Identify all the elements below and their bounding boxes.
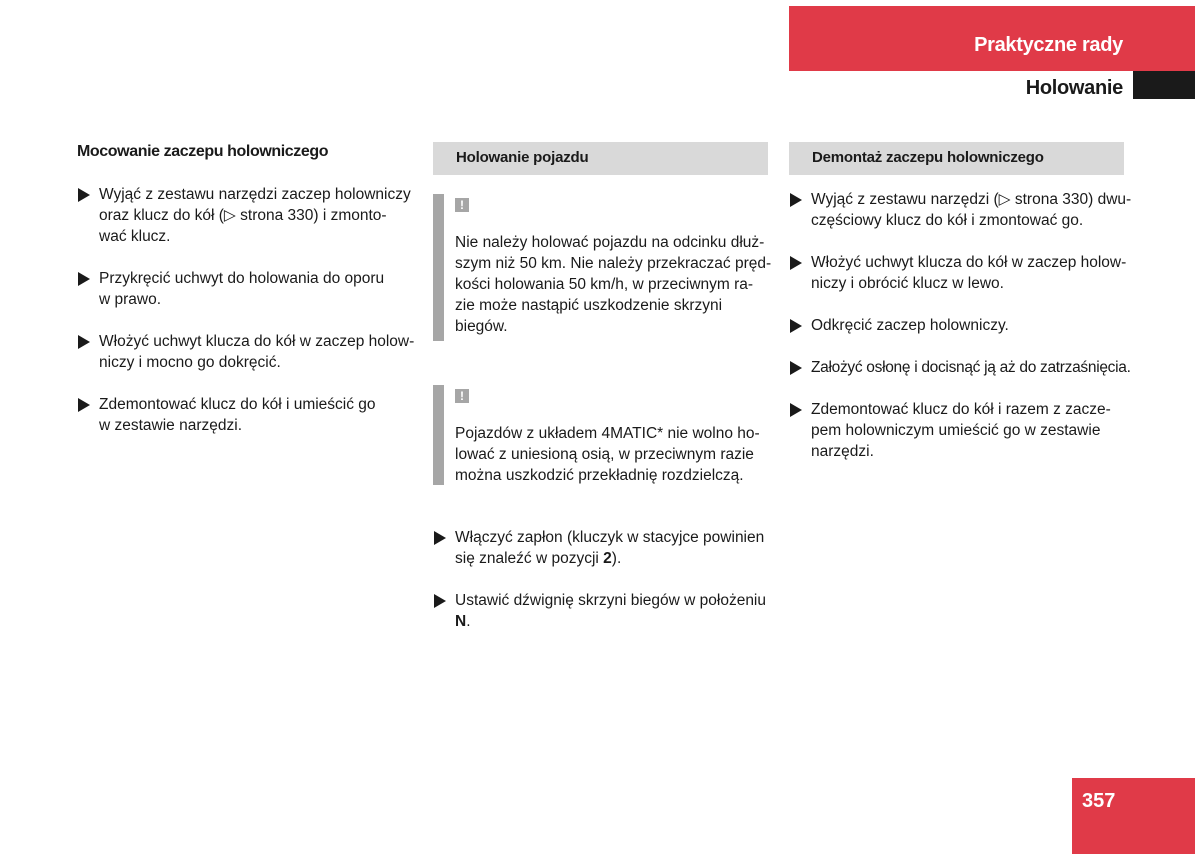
column-mounting [77,142,413,436]
arrow-right-icon [78,272,90,286]
arrow-right-icon [790,403,802,417]
column-dismounting [789,142,1132,462]
page-number-box [1072,778,1195,854]
warning-text: Pojazdów z układem 4MATIC* nie wolno ho- lować z uniesioną osią, w przeciwnym razie można uszkodzić przekładnię rozdzielczą. [455,425,760,484]
arrow-right-icon [790,361,802,375]
section-header [789,6,1195,71]
warning-icon: ! [455,389,469,403]
towing-steps [433,527,768,632]
list-item: Wyjąć z zestawu narzędzi (▷ strona 330) dwu- częściowy klucz do kół i zmontować go. [789,189,1124,231]
chapter-title: Holowanie [1025,77,1123,99]
list-item: Włożyć uchwyt klucza do kół w zaczep holow- niczy i mocno go dokręcić. [77,331,413,373]
column-towing [433,142,772,632]
page-number: 357 [1082,790,1116,812]
arrow-right-icon [78,188,90,202]
arrow-right-icon [434,594,446,608]
list-item: Odkręcić zaczep holowniczy. [789,315,1124,336]
warning-box [433,385,768,485]
list-item: Przykręcić uchwyt do holowania do oporu w prawo. [77,268,413,310]
list-item: Ustawić dźwignię skrzyni biegów w położeniu N. [433,590,768,632]
towing-heading: Holowanie pojazdu [433,142,768,175]
mounting-heading: Mocowanie zaczepu holowniczego [77,143,329,160]
warning-box [433,194,772,341]
arrow-right-icon [790,193,802,207]
dismounting-heading: Demontaż zaczepu holowniczego [789,142,1124,175]
arrow-right-icon [78,335,90,349]
warning-text: Nie należy holować pojazdu na odcinku dłuż- szym niż 50 km. Nie należy przekraczać pręd- kości holowania 50 km/h, w przeciwnym ra- zie może nastąpić uszkodzenie skrzyni biegów. [455,234,772,335]
dismounting-steps [789,189,1132,462]
warning-bar [433,194,444,341]
mounting-steps [77,184,413,436]
list-item: Włączyć zapłon (kluczyk w stacyjce powinien się znaleźć w pozycji 2). [433,527,768,569]
warning-icon: ! [455,198,469,212]
chapter-marker [1133,71,1195,99]
section-title: Praktyczne rady [974,34,1123,56]
list-item: Włożyć uchwyt klucza do kół w zaczep holow- niczy i obrócić klucz w lewo. [789,252,1124,294]
arrow-right-icon [790,319,802,333]
list-item: Zdemontować klucz do kół i umieścić go w zestawie narzędzi. [77,394,413,436]
arrow-right-icon [790,256,802,270]
arrow-right-icon [78,398,90,412]
list-item: Zdemontować klucz do kół i razem z zacze- pem holowniczym umieścić go w zestawie narzędzi. [789,399,1124,462]
warning-bar [433,385,444,485]
list-item: Wyjąć z zestawu narzędzi zaczep holowniczy oraz klucz do kół (▷ strona 330) i zmonto- wać klucz. [77,184,413,247]
list-item: Założyć osłonę i docisnąć ją aż do zatrzaśnięcia. [789,357,1124,378]
arrow-right-icon [434,531,446,545]
